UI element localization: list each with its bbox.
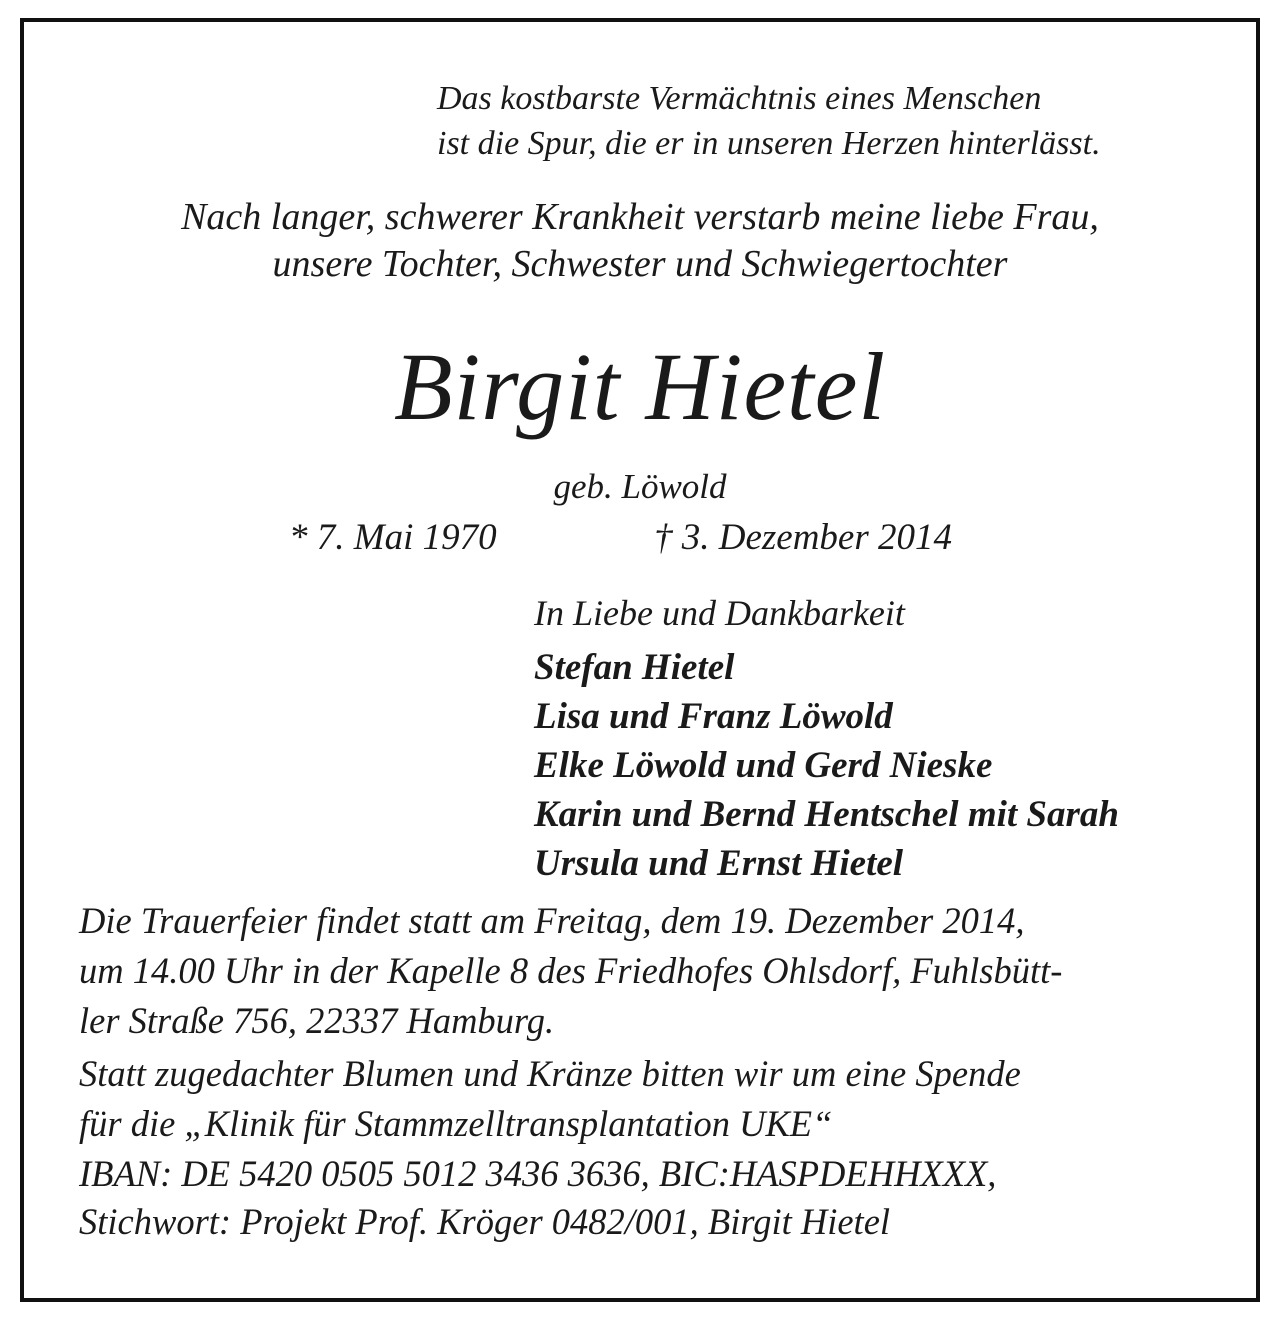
death-date: † 3. Dezember 2014 <box>654 517 953 558</box>
donation-iban: IBAN: DE 5420 0505 5012 3436 3636, BIC:HASPDEHHXXX, <box>79 1153 997 1194</box>
donation-line-2: für die „Klinik für Stammzelltransplantation UKE“ <box>79 1103 833 1144</box>
mourner-name: Stefan Hietel <box>534 647 735 688</box>
deceased-name: Birgit Hietel <box>393 333 886 440</box>
mourner-name: Lisa und Franz Löwold <box>534 696 893 737</box>
quote-line-1: Das kostbarste Vermächtnis eines Menschen <box>437 80 1042 117</box>
intro-line-2: unsere Tochter, Schwester und Schwiegertochter <box>272 243 1008 285</box>
mourner-name: Elke Löwold und Gerd Nieske <box>534 745 993 786</box>
quote-line-2: ist die Spur, die er in unseren Herzen hinterlässt. <box>437 125 1101 162</box>
service-line-2: um 14.00 Uhr in der Kapelle 8 des Friedhofes Ohlsdorf, Fuhlsbütt- <box>79 950 1063 991</box>
service-line-3: ler Straße 756, 22337 Hamburg. <box>79 1000 555 1041</box>
birth-name: geb. Löwold <box>553 467 727 506</box>
mourners-heading: In Liebe und Dankbarkeit <box>534 593 905 633</box>
mourner-name: Ursula und Ernst Hietel <box>534 843 904 884</box>
obituary-notice <box>20 18 1260 1302</box>
intro-line-1: Nach langer, schwerer Krankheit verstarb meine liebe Frau, <box>181 196 1099 238</box>
mourner-name: Karin und Bernd Hentschel mit Sarah <box>534 794 1119 835</box>
birth-date: * 7. Mai 1970 <box>289 517 497 558</box>
service-line-1: Die Trauerfeier findet statt am Freitag, dem 19. Dezember 2014, <box>79 900 1025 941</box>
donation-keyword: Stichwort: Projekt Prof. Kröger 0482/001, Birgit Hietel <box>79 1201 891 1242</box>
donation-line-1: Statt zugedachter Blumen und Kränze bitten wir um eine Spende <box>79 1053 1021 1094</box>
